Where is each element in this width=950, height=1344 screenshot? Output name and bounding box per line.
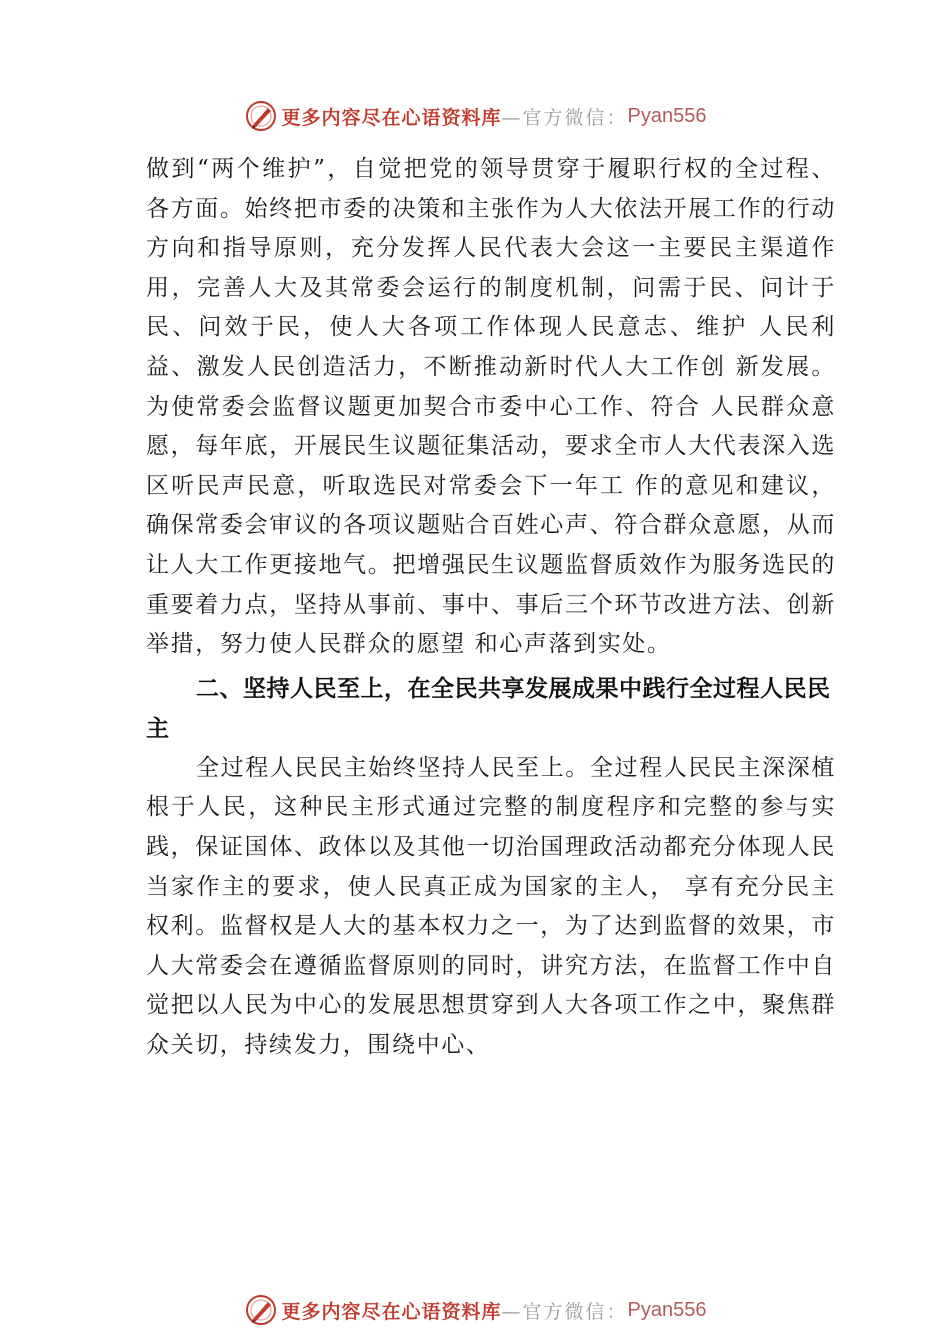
watermark-account-id: Pyan556	[627, 104, 707, 127]
body-paragraph: 做到“两个维护”，自觉把党的领导贯穿于履职行权的全过程、各方面。始终把市委的决策和主张作为人大依法开展工作的行动方向和指导原则，充分发挥人民代表大会这一主要民主渠道作用，完善人大及其常委会运行的制度机制，问需于民、问计于民、问效于民，使人大各项工作体现人民意志、维护 人民利益、激发人民创造活力，不断推动新时代人大工作创 新发展。为使常委会监督议题更加契合市委中心工作、符合 人民群众意愿，每年底，开展民生议题征集活动，要求全市人大代表深入选区听民声民意，听取选民对常委会下一年工 作的意见和建议，确保常委会审议的各项议题贴合百姓心声、符合群众意愿，从而让人大工作更接地气。把增强民生议题监督质效作为服务选民的重要着力点，坚持从事前、事中、事后三个环节改进方法、创新举措，努力使人民群众的愿望 和心声落到实处。	[146, 156, 836, 658]
watermark-account-id: Pyan556	[627, 1298, 707, 1321]
watermark-brand-text: 更多内容尽在心语资料库	[281, 106, 502, 129]
watermark-wechat-label: —官方微信：	[501, 106, 628, 129]
pen-seal-icon	[244, 1293, 278, 1327]
body-paragraph: 全过程人民民主始终坚持人民至上。全过程人民民主深深植根于人民，这种民主形式通过完整的制度程序和完整的参与实践，保证国体、政体以及其他一切治国理政活动都充分体现人民当家作主的要求，使人民真正成为国家的主人， 享有充分民主权利。监督权是人大的基本权力之一，为了达到监督的效果，市人大常委会在遵循监督原则的同时，讲究方法，在监督工作中自觉把以人民为中心的发展思想贯穿到人大各项工作之中，聚焦群众关切，持续发力，围绕中心、	[146, 754, 836, 1058]
watermark-footer	[0, 1290, 950, 1330]
watermark-header	[0, 96, 950, 136]
pen-seal-icon	[244, 99, 278, 133]
watermark-brand-text: 更多内容尽在心语资料库	[281, 1300, 502, 1323]
section-heading: 二、坚持人民至上，在全民共享发展成果中践行全过程人民民主	[146, 675, 831, 742]
document-body	[146, 150, 836, 1065]
watermark-wechat-label: —官方微信：	[501, 1300, 628, 1323]
